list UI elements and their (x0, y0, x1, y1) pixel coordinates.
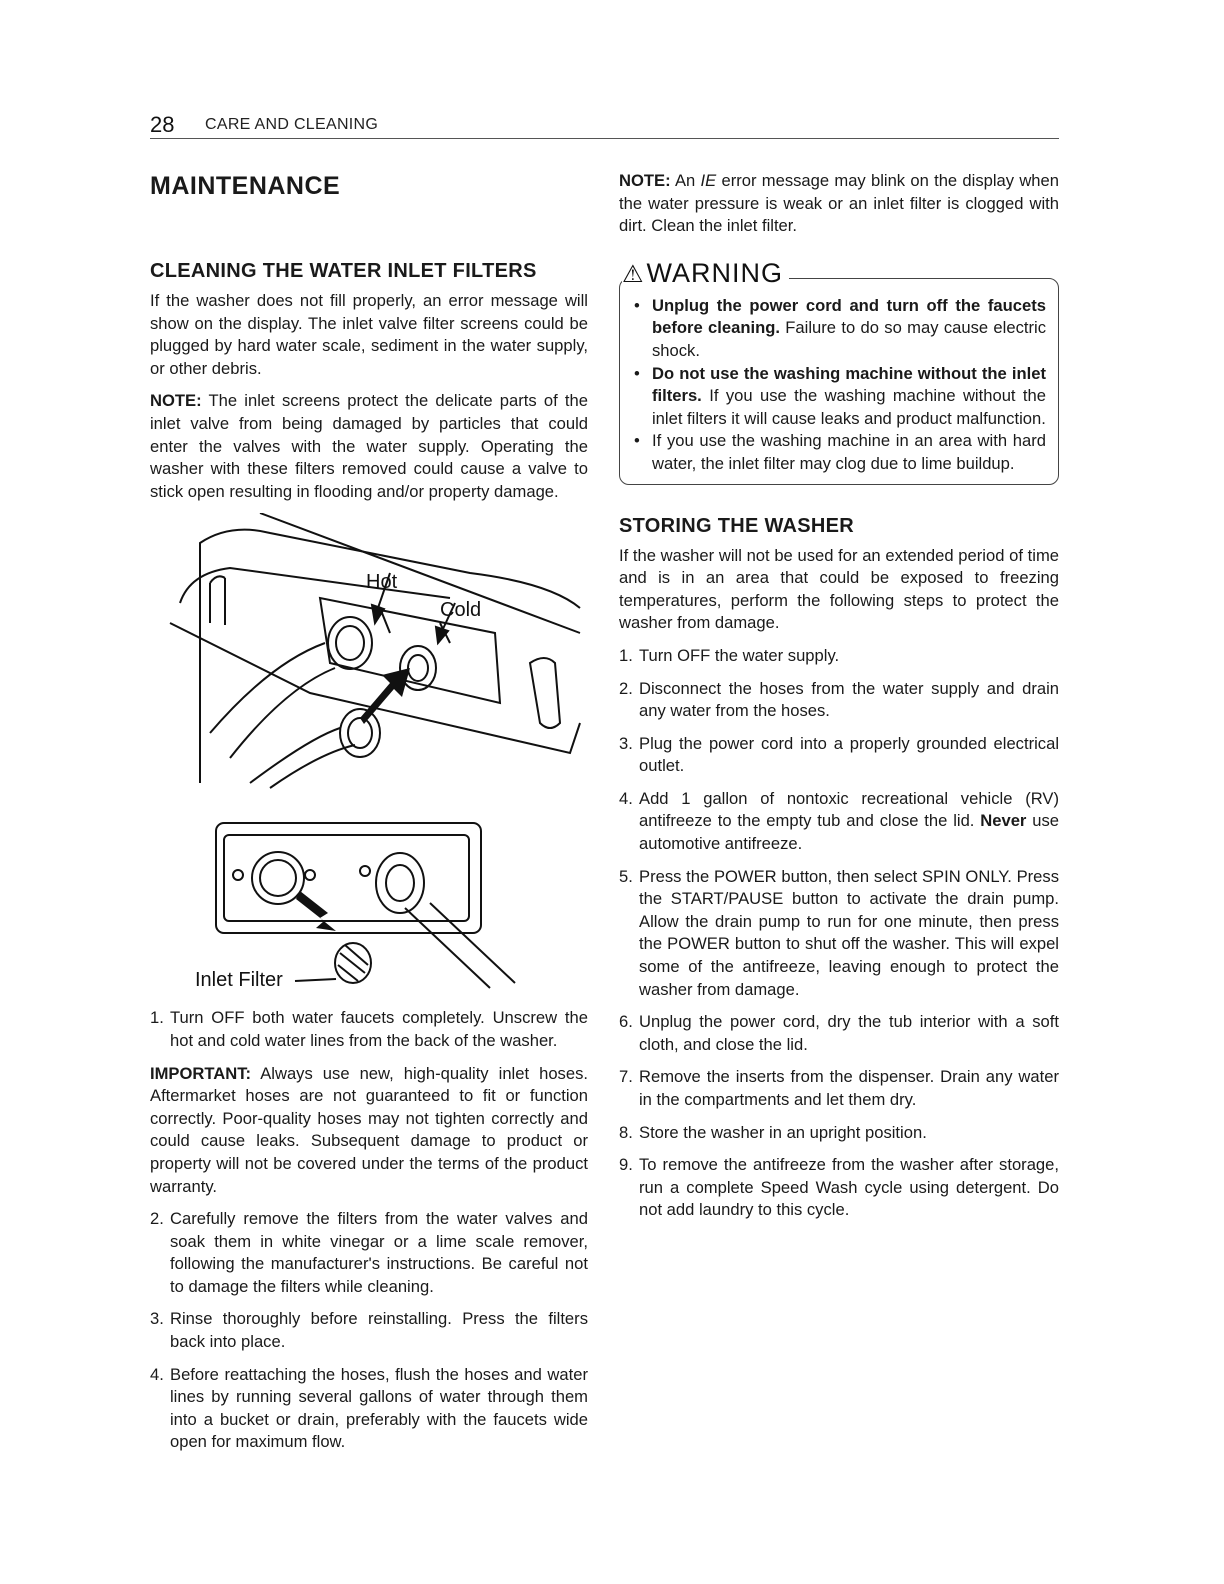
ie-note-paragraph: NOTE: An IE error message may blink on the display when the water pressure is weak or an inlet filter is clogged with dirt. Clean the inlet filter. (619, 171, 1059, 236)
list-item: 4. Add 1 gallon of nontoxic recreational vehicle (RV) antifreeze to the empty tub and close the lid. Never use automotive antifreeze. (619, 788, 1059, 854)
list-item: 7. Remove the inserts from the dispenser. Drain any water in the compartments and let them dry. (619, 1067, 1059, 1109)
section-heading-storing: STORING THE WASHER (619, 514, 855, 537)
section-name: CARE AND CLEANING (205, 116, 379, 133)
note-label: NOTE: (150, 391, 202, 411)
list-item: 4. Before reattaching the hoses, flush the hoses and water lines by running several gallons of water through them into a bucket or drain, preferably with the faucets wide open for maximum flow. (150, 1364, 588, 1452)
list-item: 6. Unplug the power cord, dry the tub interior with a soft cloth, and close the lid. (619, 1012, 1059, 1054)
list-item: 2. Disconnect the hoses from the water supply and drain any water from the hoses. (619, 678, 1059, 721)
warning-triangle-icon: ⚠ (622, 260, 645, 288)
page-header (150, 112, 1059, 139)
section-heading-inlet-filters: CLEANING THE WATER INLET FILTERS (150, 260, 537, 282)
list-item: 3. Plug the power cord into a properly grounded electrical outlet. (619, 733, 1059, 776)
cleaning-steps (150, 1208, 588, 1454)
warning-list (632, 295, 1046, 476)
note-text: The inlet screens protect the delicate parts of the inlet valve from being damaged by particles that could enter the valves with the water supply. Operating the washer with these filters removed could cause a valve to stick open resulting in flooding and/or property damage. (150, 391, 588, 501)
list-item: 1. Turn OFF both water faucets completely. Unscrew the hot and cold water lines from the back of the washer. (150, 1008, 588, 1050)
list-item: 5. Press the POWER button, then select SPIN ONLY. Press the START/PAUSE button to activate the drain pump. Allow the drain pump to run for one minute, then press the POWER button to shut off the washer. This will expel some of the antifreeze, leaving enough to protect the washer from damage. (619, 866, 1059, 999)
hot-label: Hot (366, 571, 398, 594)
cold-label: Cold (440, 599, 482, 622)
important-text: Always use new, high-quality inlet hoses. Aftermarket hoses are not guaranteed to fit or function correctly. Poor-quality hoses may not tighten correctly and could cause leaks. Subsequent damage to product or property will not be covered under the terms of the product warranty. (150, 1063, 588, 1196)
storing-steps (619, 645, 1059, 1222)
important-paragraph (150, 1063, 588, 1199)
inlet-filter-label: Inlet Filter (195, 969, 283, 992)
list-item: 9. To remove the antifreeze from the washer after storage, run a complete Speed Wash cycle using detergent. Do not add laundry to this cycle. (619, 1155, 1059, 1220)
cleaning-steps-start (150, 1007, 588, 1052)
list-item: 1. Turn OFF the water supply. (619, 645, 840, 665)
storing-intro: If the washer will not be used for an extended period of time and is in an area that could be exposed to freezing temperatures, perform the following steps to protect the washer from damage. (619, 545, 1059, 633)
inlet-filter-illustration (150, 513, 588, 993)
right-column (619, 170, 1059, 1232)
important-label: IMPORTANT: (150, 1063, 252, 1083)
list-item: • If you use the washing machine in an area with hard water, the inlet filter may clog due to lime buildup. (632, 430, 1046, 475)
left-column (150, 170, 588, 1464)
list-item: • Do not use the washing machine without the inlet filters. If you use the washing machine without the inlet filters it will cause leaks and product malfunction. (632, 363, 1046, 431)
list-item: • Unplug the power cord and turn off the faucets before cleaning. Failure to do so may cause electric shock. (632, 295, 1046, 363)
page-number: 28 (150, 112, 175, 137)
note-paragraph (150, 390, 588, 503)
warning-box (619, 257, 1059, 485)
list-item: 3. Rinse thoroughly before reinstalling. Press the filters back into place. (150, 1309, 588, 1352)
intro-paragraph: If the washer does not fill properly, an error message will show on the display. The inlet valve filter screens could be plugged by hard water scale, sediment in the water supply, or other debris. (150, 291, 588, 378)
list-item: 8. Store the washer in an upright position. (619, 1122, 927, 1142)
error-code: IE (700, 171, 717, 190)
warning-title: ⚠WARNING (622, 257, 789, 291)
page-title: MAINTENANCE (150, 172, 341, 200)
list-item: 2. Carefully remove the filters from the water valves and soak them in white vinegar or a lime scale remover, following the manufacturer's instructions. Be careful not to damage the filters while cleaning. (150, 1209, 588, 1296)
